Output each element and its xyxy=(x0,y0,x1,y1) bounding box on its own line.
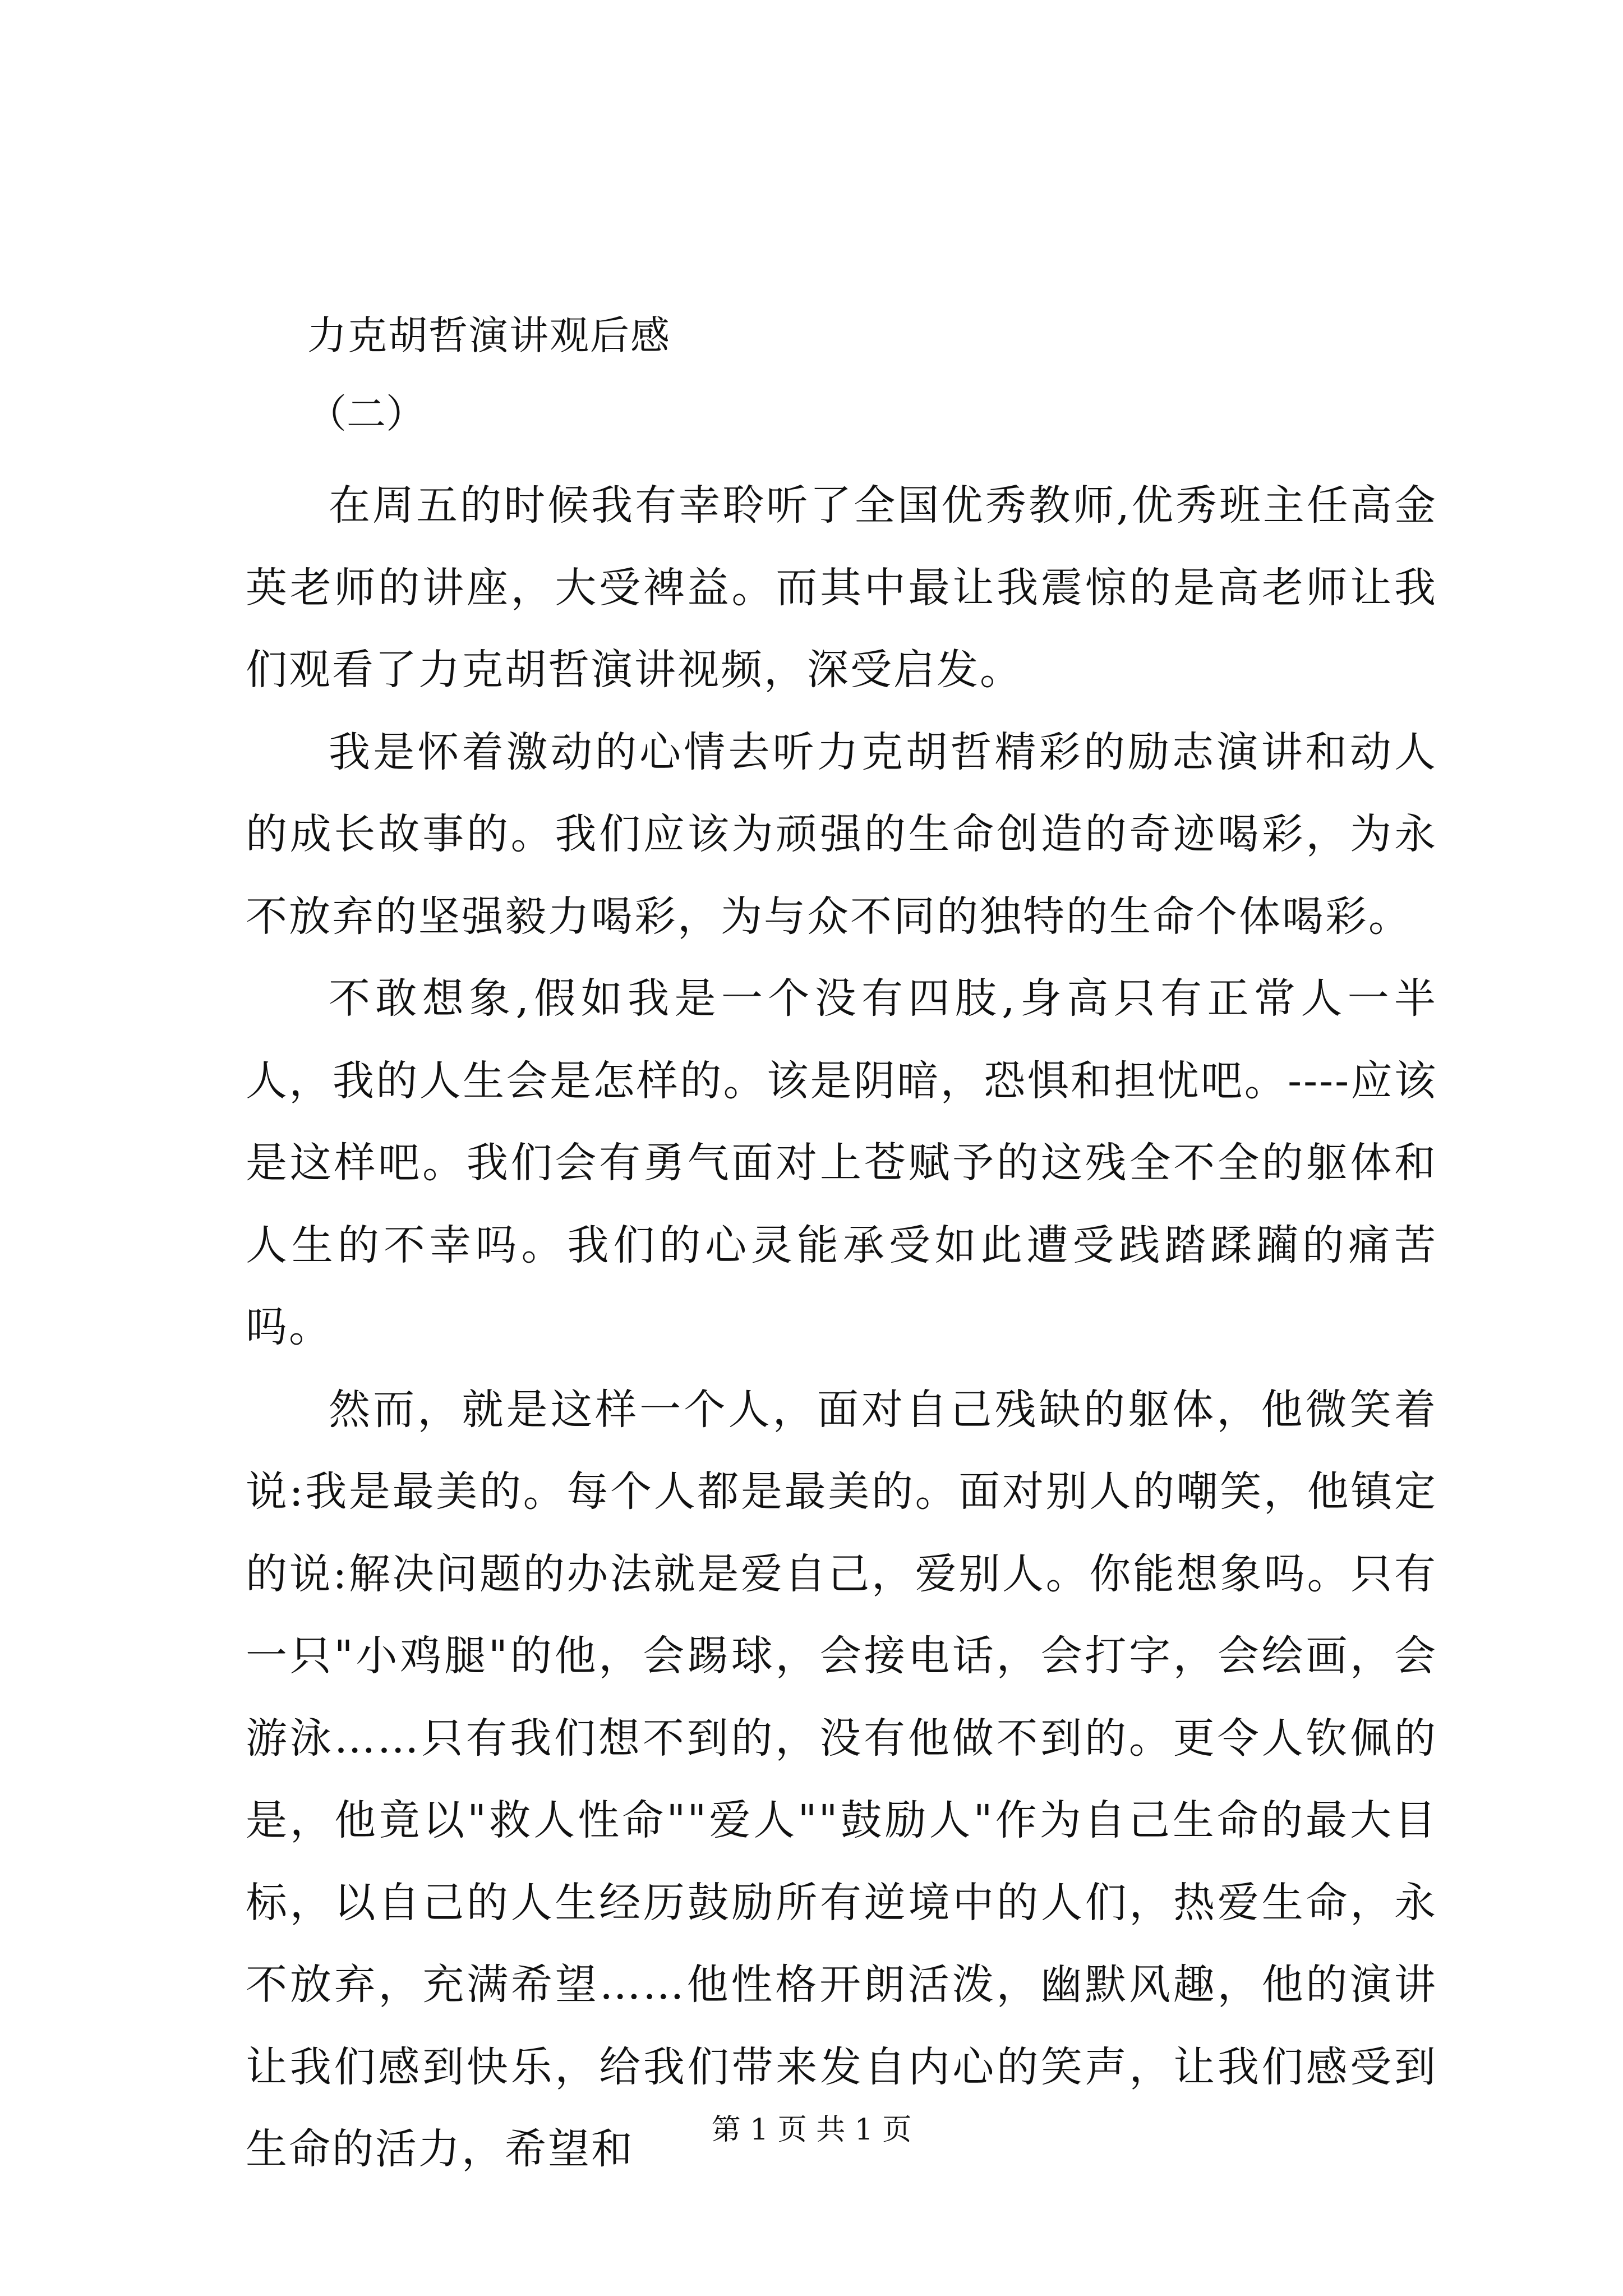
page-footer: 第 1 页 共 1 页 xyxy=(711,2113,912,2147)
paragraph: 然而，就是这样一个人，面对自己残缺的躯体，他微笑着说:我是最美的。每个人都是最美的。面对别人的嘲笑，他镇定的说:解决问题的办法就是爱自己，爱别人。你能想象吗。只有一只"小鸡腿"的他，会踢球，会接电话，会打字，会绘画，会游泳……只有我们想不到的，没有他做不到的。更令人钦佩的是，他竟以"救人性命""爱人""鼓励人"作为自己生命的最大目标，以自己的人生经历鼓励所有逆境中的人们，热爱生命，永不放弃，充满希望……他性格开朗活泼，幽默风趣，他的演讲让我们感到快乐，给我们带来发自内心的笑声，让我们感受到生命的活力，希望和 xyxy=(246,1385,1437,2173)
paragraph: 在周五的时候我有幸聆听了全国优秀教师,优秀班主任高金英老师的讲座，大受裨益。而其中最让我震惊的是高老师让我们观看了力克胡哲演讲视频，深受启发。 xyxy=(246,481,1437,694)
paragraph: 我是怀着激动的心情去听力克胡哲精彩的励志演讲和动人的成长故事的。我们应该为顽强的生命创造的奇迹喝彩，为永不放弃的坚强毅力喝彩，为与众不同的独特的生命个体喝彩。 xyxy=(246,728,1437,941)
document-subtitle: （二） xyxy=(307,391,425,437)
document-body xyxy=(246,464,1437,2191)
document-title: 力克胡哲演讲观后感 xyxy=(307,312,671,358)
paragraph: 不敢想象,假如我是一个没有四肢,身高只有正常人一半人，我的人生会是怎样的。该是阴暗，恐惧和担忧吧。----应该是这样吧。我们会有勇气面对上苍赋予的这残全不全的躯体和人生的不幸吗。我们的心灵能承受如此遭受践踏蹂躏的痛苦吗。 xyxy=(246,974,1437,1351)
